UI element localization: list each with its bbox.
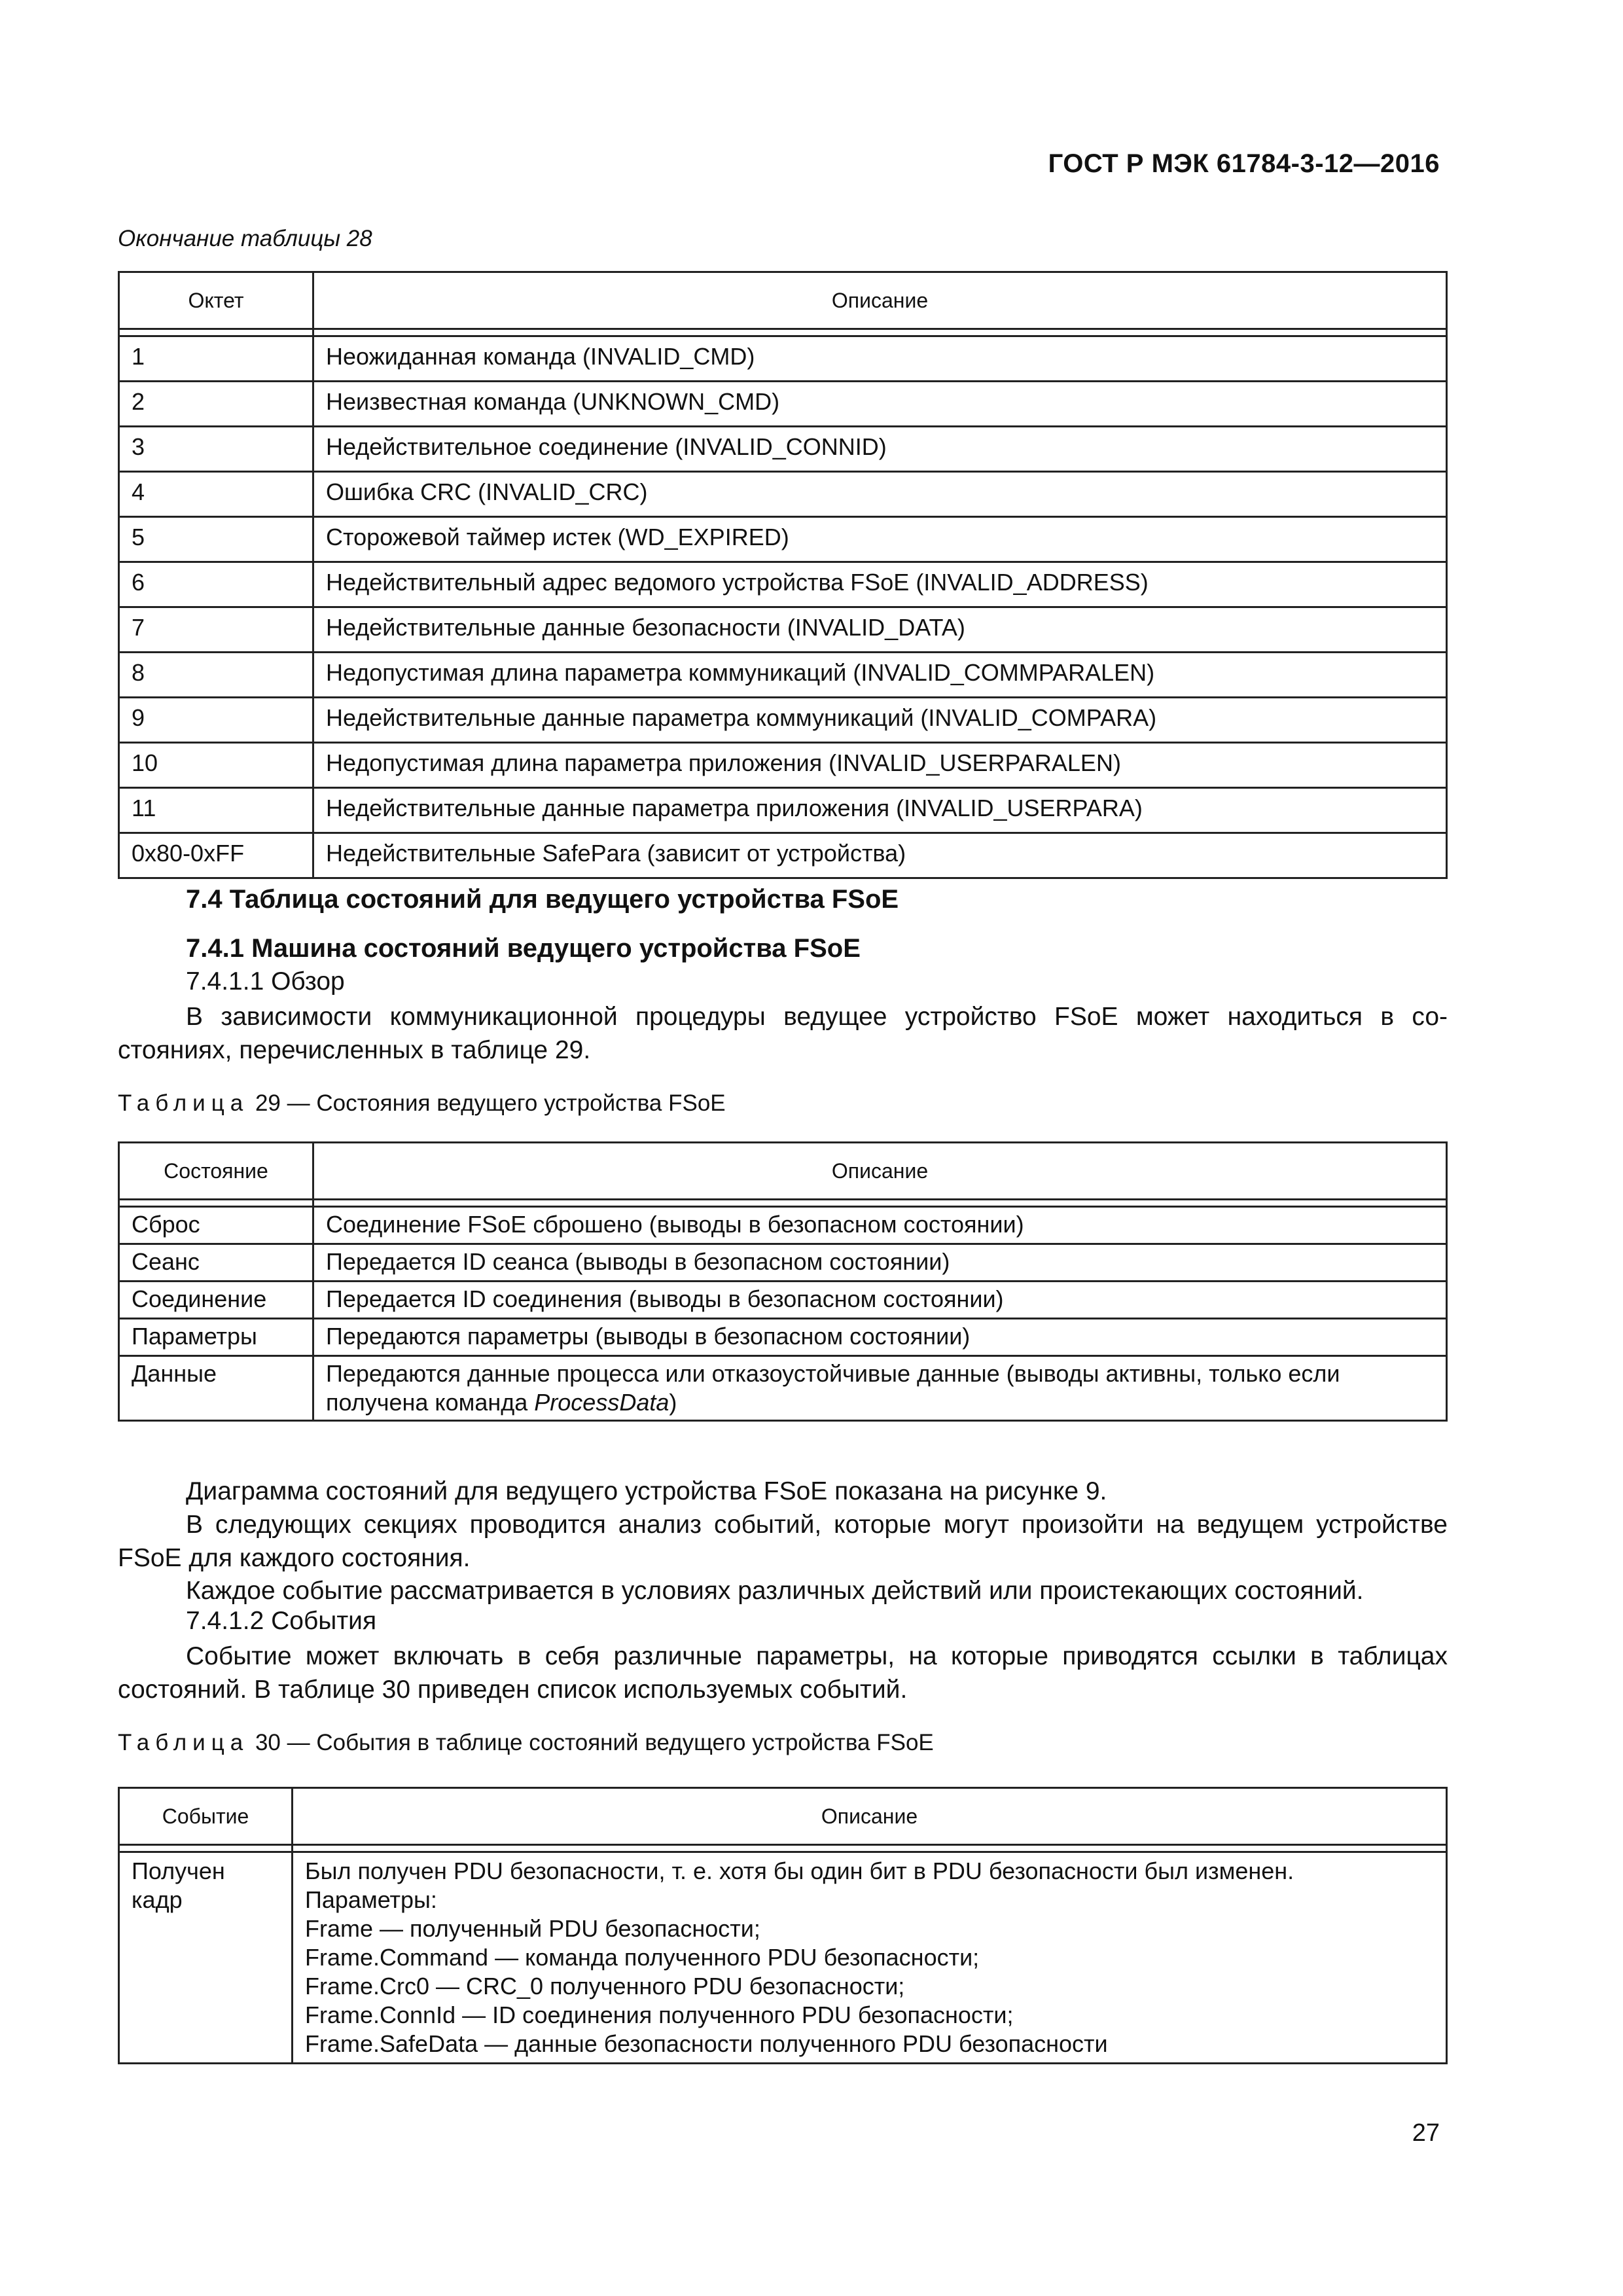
table28-key-cell: 6: [119, 562, 313, 607]
table30-description-line: Был получен PDU безопасности, т. е. хотя бы один бит в PDU безопасности был изменен.: [305, 1857, 1294, 1884]
table-row: [119, 743, 1447, 788]
table30-description-line: Frame — полученный PDU безопасности;: [305, 1915, 760, 1942]
table-row: [119, 653, 1447, 698]
table30-col-description: Описание: [293, 1788, 1447, 1845]
table-row: [119, 607, 1447, 653]
table-row: [119, 1356, 1447, 1421]
table28-key-cell: 8: [119, 653, 313, 698]
table-row: [119, 517, 1447, 562]
paragraph-overview-text: В зависимости коммуникационной процедуры ведущее устройство FSoE может находиться в со-стояниях, перечисленных в таблице 29.: [118, 1003, 1448, 1064]
paragraph-overview: [118, 1000, 1448, 1067]
table29-col-state: Состояние: [119, 1143, 313, 1200]
table29-description-cell: Передается ID соединения (выводы в безопасном состоянии): [313, 1282, 1447, 1319]
table28-description-cell: Ошибка CRC (INVALID_CRC): [313, 472, 1447, 517]
desc-emphasis: ProcessData: [534, 1389, 669, 1416]
table28-key-cell: 5: [119, 517, 313, 562]
table28-key-cell: 10: [119, 743, 313, 788]
paragraph-sections-text: В следующих секциях проводится анализ событий, которые могут произойти на ведущем устройстве FSoE для каждого состояния.: [118, 1511, 1448, 1572]
table28-description-cell: Недопустимая длина параметра коммуникаций (INVALID_COMMPARALEN): [313, 653, 1447, 698]
heading-7-4-1-2: 7.4.1.2 События: [186, 1607, 377, 1635]
table-row: [119, 382, 1447, 427]
table29-key-cell: Соединение: [119, 1282, 313, 1319]
table28-key-cell: 7: [119, 607, 313, 653]
table30-description-cell: [293, 1852, 1447, 2064]
table28-description-cell: Недействительный адрес ведомого устройства FSoE (INVALID_ADDRESS): [313, 562, 1447, 607]
table30-caption: [118, 1730, 934, 1756]
table29-description-cell: Соединение FSoE сброшено (выводы в безопасном состоянии): [313, 1207, 1447, 1244]
table28-description-cell: Недействительные данные безопасности (INVALID_DATA): [313, 607, 1447, 653]
heading-7-4: 7.4 Таблица состояний для ведущего устройства FSoE: [186, 885, 899, 914]
table29-caption: [118, 1090, 726, 1117]
table-row: [119, 1244, 1447, 1282]
table30-description-line: Frame.ConnId — ID соединения полученного PDU безопасности;: [305, 2001, 1014, 2028]
table28-description-cell: Неизвестная команда (UNKNOWN_CMD): [313, 382, 1447, 427]
paragraph-sections: [118, 1508, 1448, 1575]
document-header: ГОСТ Р МЭК 61784-3-12—2016: [1048, 149, 1440, 178]
table29-col-description: Описание: [313, 1143, 1447, 1200]
table29-key-cell: Сеанс: [119, 1244, 313, 1282]
heading-7-4-1: 7.4.1 Машина состояний ведущего устройства FSoE: [186, 934, 861, 963]
heading-7-4-1-1: 7.4.1.1 Обзор: [186, 967, 345, 996]
table-row: [119, 788, 1447, 833]
table28-key-cell: 2: [119, 382, 313, 427]
paragraph-diagram-text: Диаграмма состояний для ведущего устройства FSoE показана на рисунке 9.: [186, 1477, 1107, 1505]
table-row: [119, 562, 1447, 607]
table-row: [119, 427, 1447, 472]
paragraph-events-conditions-text: Каждое событие рассматривается в условиях различных действий или проистекающих состояний.: [186, 1577, 1364, 1605]
table28-key-cell: 3: [119, 427, 313, 472]
table28-description-cell: Недопустимая длина параметра приложения (INVALID_USERPARALEN): [313, 743, 1447, 788]
table28-description-cell: Сторожевой таймер истек (WD_EXPIRED): [313, 517, 1447, 562]
table28-key-cell: 11: [119, 788, 313, 833]
table28-description-cell: Недействительные данные параметра коммуникаций (INVALID_COMPARA): [313, 698, 1447, 743]
table29-state-cell: Данные: [119, 1356, 313, 1421]
paragraph-events-text: Событие может включать в себя различные параметры, на которые приводятся ссылки в таблицах состояний. В таблице 30 приведен список используемых событий.: [118, 1642, 1448, 1704]
paragraph-events-conditions: [118, 1574, 1448, 1607]
table29-description-cell: Передаются параметры (выводы в безопасном состоянии): [313, 1319, 1447, 1356]
desc-text-end: ): [669, 1389, 677, 1416]
table30-event-cell: Получен кадр: [119, 1852, 293, 2064]
table28-key-cell: 9: [119, 698, 313, 743]
table28-col-octet: Октет: [119, 272, 313, 329]
table29-caption-label: Таблица: [118, 1090, 249, 1116]
table28-description-cell: Неожиданная команда (INVALID_CMD): [313, 336, 1447, 382]
table-row: [119, 698, 1447, 743]
table30-col-event: Событие: [119, 1788, 293, 1845]
table30-description-line: Frame.Command — команда полученного PDU безопасности;: [305, 1944, 980, 1971]
table-row: [119, 1852, 1447, 2064]
table29-key-cell: Параметры: [119, 1319, 313, 1356]
table30-description-line: Параметры:: [305, 1886, 437, 1913]
table30-description-line: Frame.Crc0 — CRC_0 полученного PDU безопасности;: [305, 1973, 905, 2000]
table30-caption-label: Таблица: [118, 1730, 249, 1755]
table28-description-cell: Недействительные данные параметра приложения (INVALID_USERPARA): [313, 788, 1447, 833]
table28-key-cell: 4: [119, 472, 313, 517]
table28-description-cell: Недействительные SafePara (зависит от устройства): [313, 833, 1447, 878]
table30-caption-title: 30 — События в таблице состояний ведущего устройства FSoE: [249, 1730, 934, 1755]
table-row: [119, 833, 1447, 878]
table28-description-cell: Недействительное соединение (INVALID_CONNID): [313, 427, 1447, 472]
table30-description-line: Frame.SafeData — данные безопасности полученного PDU безопасности: [305, 2030, 1108, 2057]
table29-description-cell: [313, 1356, 1447, 1421]
table-row: [119, 1282, 1447, 1319]
page-number: 27: [1412, 2119, 1440, 2147]
table-row: [119, 1319, 1447, 1356]
table30: [118, 1787, 1448, 2064]
table-row: [119, 472, 1447, 517]
table28-col-description: Описание: [313, 272, 1447, 329]
table29-caption-title: 29 — Состояния ведущего устройства FSoE: [249, 1090, 726, 1116]
paragraph-events: [118, 1640, 1448, 1706]
table29-key-cell: Сброс: [119, 1207, 313, 1244]
table29-description-cell: Передается ID сеанса (выводы в безопасном состоянии): [313, 1244, 1447, 1282]
paragraph-diagram: [118, 1475, 1448, 1508]
table28: [118, 271, 1448, 879]
table28-key-cell: 1: [119, 336, 313, 382]
table-row: [119, 336, 1447, 382]
desc-text: Передаются данные процесса или отказоустойчивые данные (выводы активны, только если получена команда: [326, 1360, 1340, 1416]
table29: [118, 1141, 1448, 1422]
table28-key-cell: 0x80-0xFF: [119, 833, 313, 878]
table28-caption: Окончание таблицы 28: [118, 226, 372, 251]
table-row: [119, 1207, 1447, 1244]
